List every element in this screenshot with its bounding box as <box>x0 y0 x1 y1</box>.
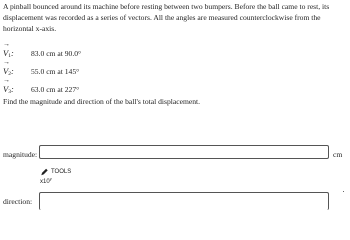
problem-statement: A pinball bounced around its machine before resting between two bumpers. Before the ball came to rest, its displacement was recorded as a series of vectors. All the angles are measured counterclockwise from the horizontal x-axis. <box>3 2 330 33</box>
dot-mark <box>343 191 344 192</box>
vector-label-3 <box>3 75 31 95</box>
vector-subscript: 2 <box>8 70 11 77</box>
pencil-icon <box>40 168 49 176</box>
vector-list <box>3 39 82 98</box>
direction-input[interactable] <box>39 192 329 210</box>
scientific-notation-button[interactable] <box>40 176 52 185</box>
tools-label: TOOLS <box>51 169 72 175</box>
vector-row-2 <box>3 57 81 80</box>
vector-colon: : <box>10 47 14 58</box>
vector-value-1: 83.0 cm at 90.0° <box>31 48 82 58</box>
sci-base: x10 <box>40 179 50 185</box>
vector-symbol: V <box>3 83 9 94</box>
question-text: Find the magnitude and direction of the ball's total displacement. <box>3 97 201 106</box>
vector-label-1 <box>3 39 31 59</box>
sci-exponent: y <box>49 176 52 181</box>
tools-button[interactable] <box>40 168 71 176</box>
magnitude-input[interactable] <box>39 145 329 159</box>
direction-label: direction: <box>3 197 33 206</box>
vector-symbol: V <box>3 47 9 58</box>
magnitude-label: magnitude: <box>3 150 38 159</box>
vector-subscript: 1 <box>8 52 11 59</box>
vector-colon: : <box>10 83 14 94</box>
vector-value-2: 55.0 cm at 145° <box>31 66 80 76</box>
vector-row-1 <box>3 39 82 62</box>
vector-value-3: 63.0 cm at 227° <box>31 84 80 94</box>
vector-subscript: 3 <box>8 88 11 95</box>
vector-row-3 <box>3 75 81 98</box>
vector-symbol: V <box>3 65 9 76</box>
vector-colon: : <box>10 65 14 76</box>
vector-label-2 <box>3 57 31 77</box>
vector-arrow-icon: → <box>3 39 10 48</box>
vector-arrow-icon: → <box>3 57 10 66</box>
vector-arrow-icon: → <box>3 75 10 84</box>
magnitude-unit: cm <box>333 150 343 159</box>
